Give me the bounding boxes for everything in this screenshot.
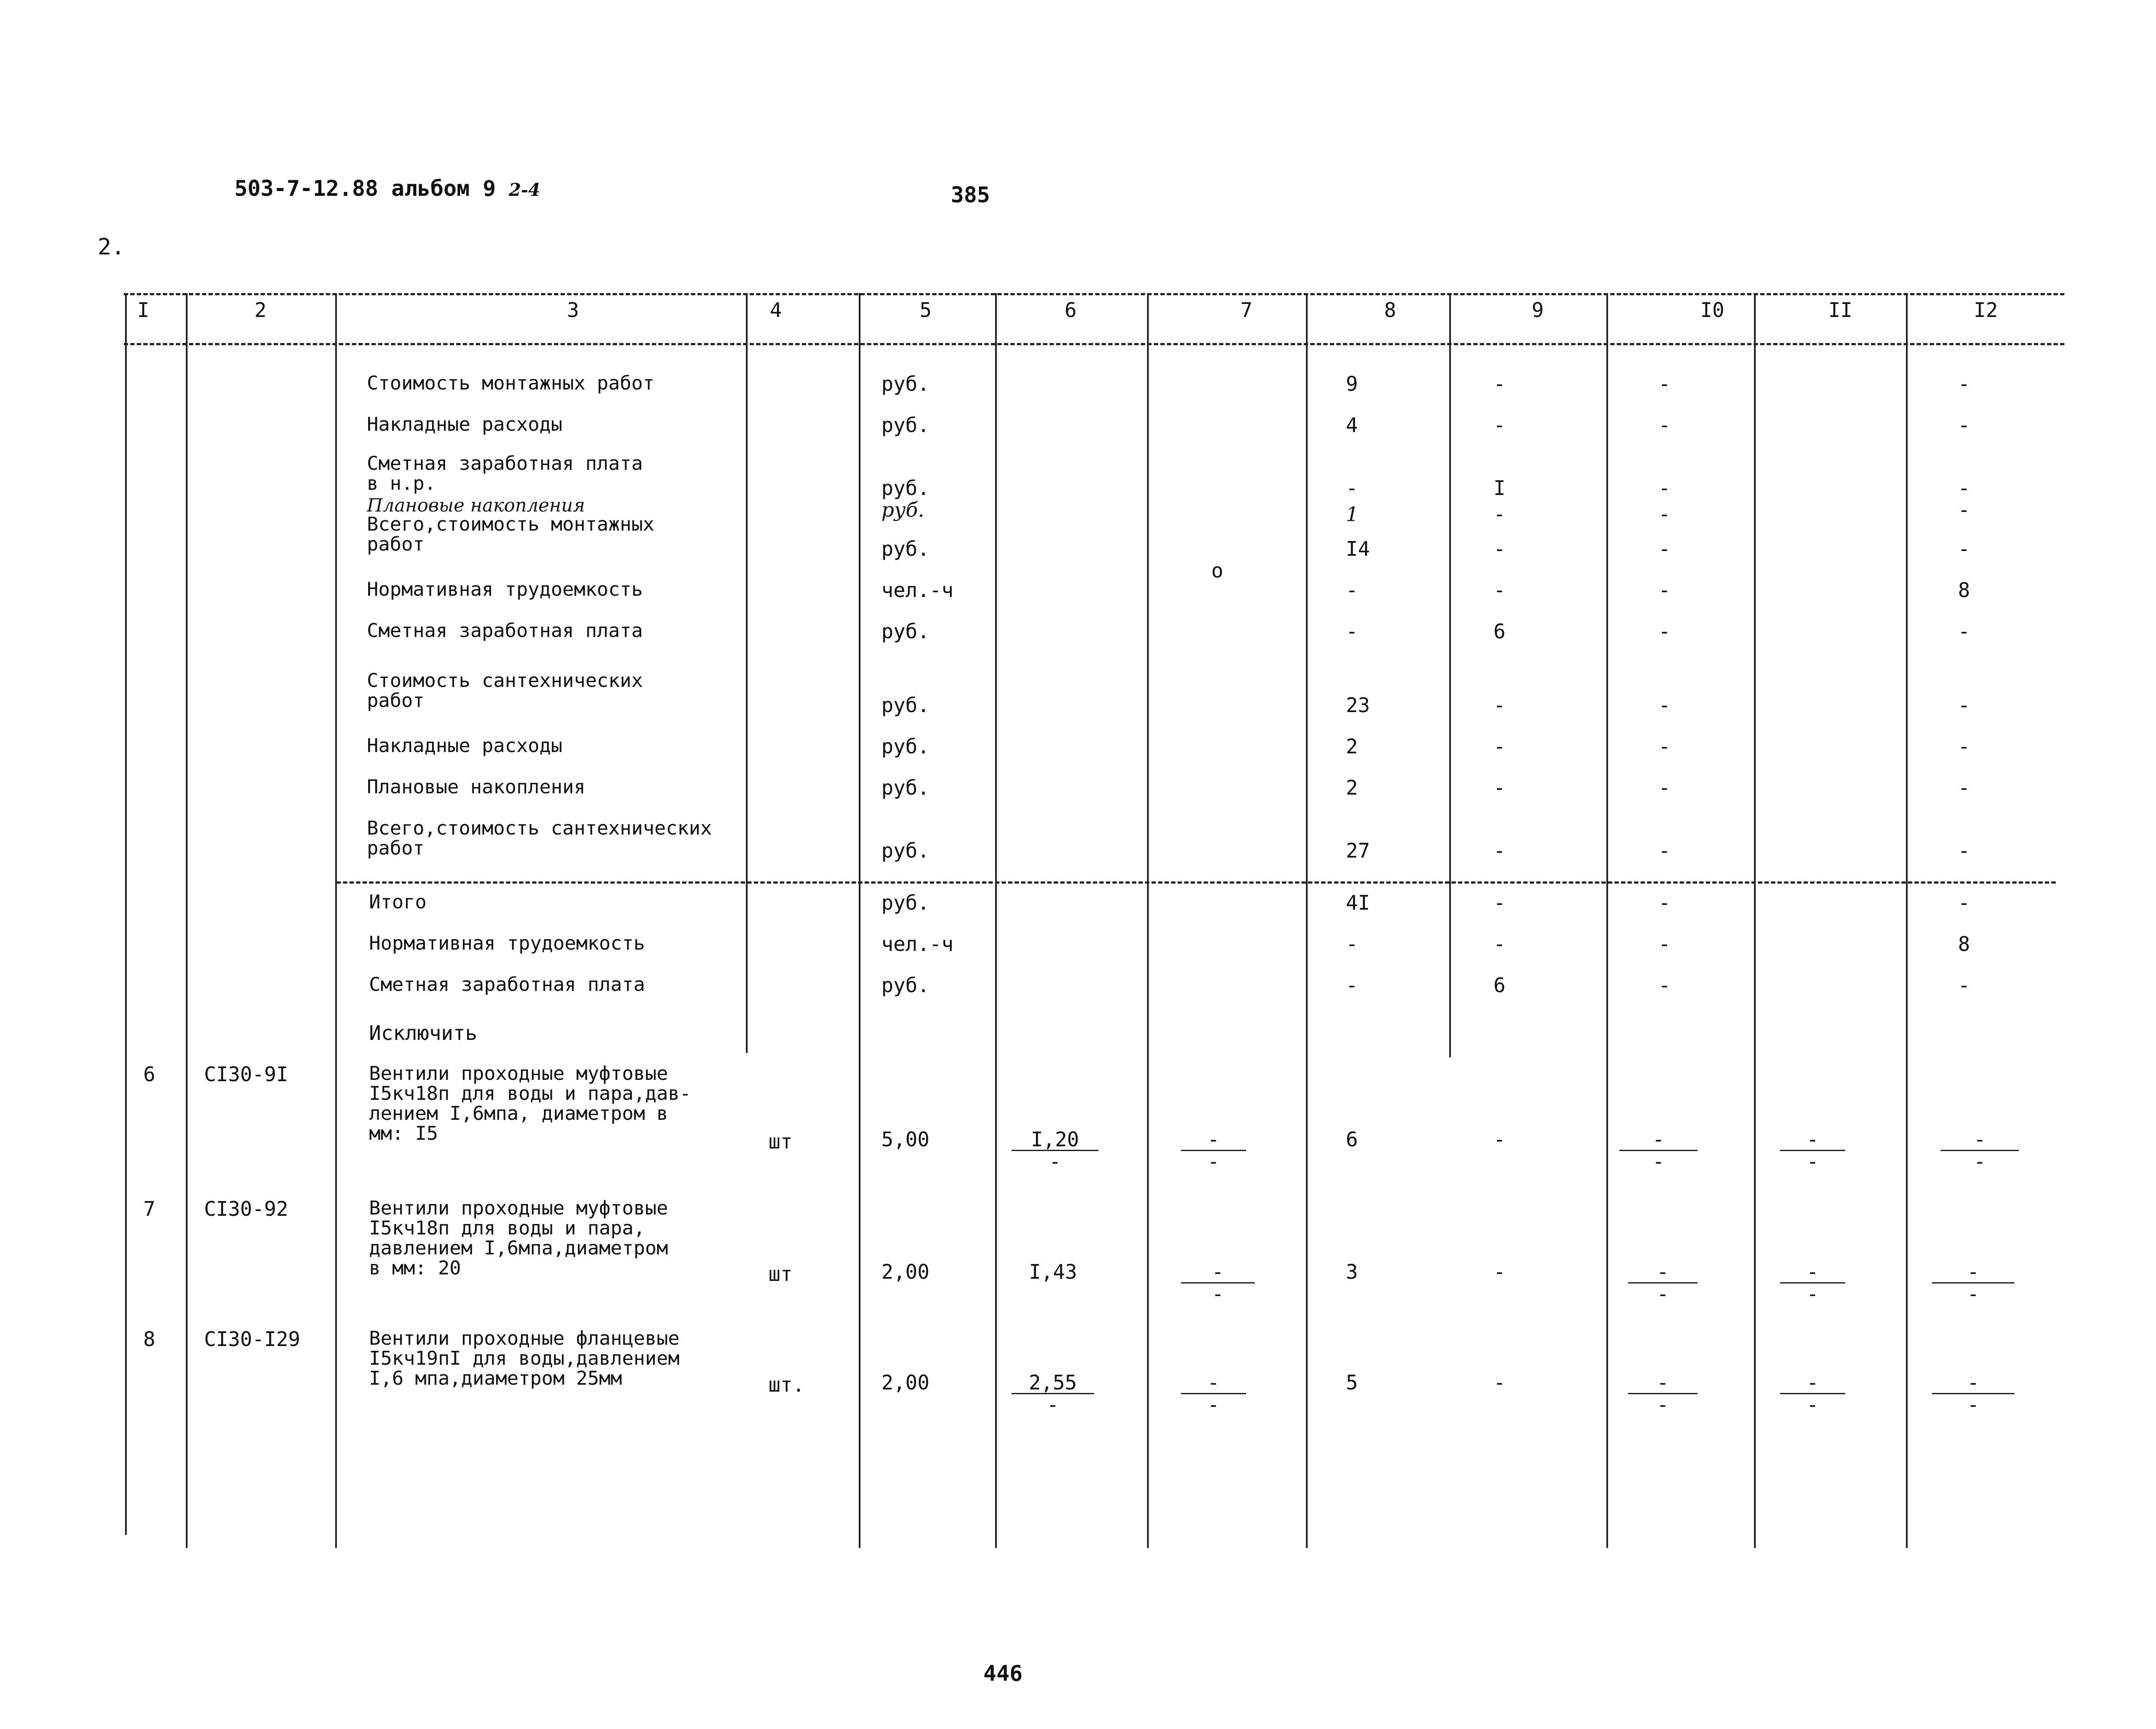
summary-row-c10: - — [1658, 620, 1671, 643]
item-quantity: 5,00 — [881, 1128, 930, 1151]
item-c6-fraction — [1012, 1129, 1098, 1172]
item-c10-bottom: - — [1657, 1282, 1669, 1306]
summary-row-c12: - — [1958, 735, 1970, 758]
col-header-6: 6 — [1065, 298, 1077, 322]
item-c7-top: - — [1181, 1261, 1255, 1284]
item-c6-top: 2,55 — [1012, 1372, 1094, 1394]
summary-row-c8: 27 — [1346, 839, 1370, 862]
summary-row-c9: - — [1493, 735, 1506, 758]
exclude-label: Исключить — [369, 1021, 478, 1045]
item-c8: 3 — [1346, 1260, 1358, 1284]
total-row-unit: чел.-ч — [881, 932, 954, 956]
summary-row-c10: - — [1658, 776, 1671, 799]
summary-row-c10: - — [1658, 735, 1671, 758]
col-line-6 — [1147, 293, 1149, 1548]
item-quantity: 2,00 — [881, 1260, 930, 1284]
col-line-1 — [186, 293, 188, 1548]
header-bottom-line — [124, 343, 2064, 345]
summary-row-c10: - — [1658, 578, 1671, 602]
summary-row-c10: - — [1658, 839, 1671, 862]
item-c6-top: I,20 — [1012, 1129, 1098, 1151]
item-description: Вентили проходные муфтовые I5кч18п для воды и пара,дав- лением I,6мпа, диаметром в мм: I5 — [369, 1062, 691, 1145]
summary-row-c12: - — [1958, 537, 1970, 561]
item-c7-bottom: - — [1207, 1150, 1220, 1173]
summary-row-unit: руб. — [881, 620, 930, 643]
summary-row-unit: руб. — [881, 476, 930, 500]
summary-row-name: Стоимость монтажных работ — [367, 372, 655, 394]
summary-row-c8: 23 — [1346, 693, 1370, 717]
summary-row-c12: - — [1958, 476, 1970, 500]
summary-row-c12: - — [1958, 693, 1970, 717]
item-c8: 6 — [1346, 1128, 1358, 1151]
summary-row-c12: - — [1958, 498, 1970, 521]
item-c8: 5 — [1346, 1371, 1358, 1394]
summary-row-c8: 4 — [1346, 413, 1358, 437]
summary-row-name: Всего,стоимость сантехнических работ — [367, 817, 712, 859]
item-c11-top: - — [1780, 1129, 1845, 1151]
col-line-11 — [1906, 293, 1908, 1548]
summary-row-c9: - — [1493, 372, 1506, 396]
item-c11-fraction — [1780, 1372, 1845, 1415]
total-row-unit: руб. — [881, 891, 930, 914]
summary-row-name: Всего,стоимость монтажных работ — [367, 513, 655, 555]
section-marker: 2. — [98, 234, 125, 260]
item-c7-fraction — [1181, 1372, 1246, 1415]
item-c12-fraction — [1932, 1372, 2014, 1415]
summary-row-unit: руб. — [881, 693, 930, 717]
item-unit: шт. — [768, 1373, 805, 1396]
total-row-name: Нормативная трудоемкость — [369, 932, 645, 954]
item-description: Вентили проходные фланцевые I5кч19пI для воды,давлением I,6 мпа,диаметром 25мм — [369, 1327, 680, 1389]
total-row-name: Итого — [369, 891, 427, 913]
summary-row-unit: руб. — [881, 498, 924, 521]
summary-row-c9: - — [1493, 776, 1506, 799]
summary-row-name: Сметная заработная плата — [367, 620, 643, 642]
total-row-c10: - — [1658, 891, 1671, 914]
summary-row-c9: I — [1493, 476, 1506, 500]
col-line-10 — [1754, 293, 1756, 1548]
summary-row-c9: 6 — [1493, 620, 1506, 643]
summary-row-name: Сметная заработная плата в н.р. — [367, 452, 643, 495]
item-c12-bottom: - — [1967, 1393, 1979, 1416]
summary-row-c10: - — [1658, 372, 1671, 396]
total-row-c12: - — [1958, 973, 1970, 997]
col-header-9: 9 — [1532, 298, 1544, 322]
item-code: CI30-92 — [204, 1197, 288, 1221]
item-c10-top: - — [1619, 1129, 1698, 1151]
item-c6-bottom: - — [1049, 1150, 1061, 1173]
item-c9: - — [1493, 1128, 1506, 1151]
summary-row-c10: - — [1658, 693, 1671, 717]
item-c10-top: - — [1628, 1372, 1698, 1394]
item-unit: шт — [768, 1130, 793, 1153]
item-number: 8 — [143, 1327, 155, 1351]
total-row-c12: - — [1958, 891, 1970, 914]
total-row-c9: 6 — [1493, 973, 1506, 997]
summary-row-c8: 9 — [1346, 372, 1358, 396]
summary-row-unit: чел.-ч — [881, 578, 954, 602]
summary-row-c12: - — [1958, 776, 1970, 799]
summary-row-name: Накладные расходы — [367, 735, 563, 757]
summary-row-c9: - — [1493, 502, 1506, 526]
summary-row-c9: - — [1493, 578, 1506, 602]
summary-row-c8: 2 — [1346, 776, 1358, 799]
summary-row-unit: руб. — [881, 735, 930, 758]
summary-row-name-handwritten: Плановые накопления — [367, 495, 585, 516]
item-c6: I,43 — [1029, 1260, 1077, 1284]
col-header-8: 8 — [1384, 298, 1396, 322]
col-header-11: II — [1828, 298, 1853, 322]
total-row-c9: - — [1493, 932, 1506, 956]
col-line-9 — [1606, 293, 1608, 1548]
item-code: CI30-I29 — [204, 1327, 300, 1351]
total-row-name: Сметная заработная плата — [369, 973, 645, 996]
total-row-c8: - — [1346, 973, 1358, 997]
col-header-12: I2 — [1974, 298, 1998, 322]
total-row-c10: - — [1658, 973, 1671, 997]
summary-row-c8: - — [1346, 476, 1358, 500]
item-c9: - — [1493, 1260, 1506, 1284]
col-line-5 — [995, 293, 997, 1548]
summary-row-c9: - — [1493, 413, 1506, 437]
item-code: CI30-9I — [204, 1062, 288, 1086]
col-line-4 — [859, 293, 860, 1548]
item-c12-top: - — [1932, 1261, 2014, 1284]
item-c9: - — [1493, 1371, 1506, 1394]
summary-row-c12: - — [1958, 839, 1970, 862]
page-number-bottom: 446 — [983, 1661, 1023, 1686]
col-line-8 — [1449, 293, 1451, 1057]
col-header-4: 4 — [770, 298, 782, 322]
col-header-5: 5 — [920, 298, 932, 322]
col-header-10: I0 — [1700, 298, 1724, 322]
summary-row-c9: - — [1493, 839, 1506, 862]
item-c7-bottom: - — [1212, 1282, 1224, 1306]
summary-row-c10: - — [1658, 537, 1671, 561]
summary-row-name: Стоимость сантехнических работ — [367, 670, 643, 712]
total-row-c9: - — [1493, 891, 1506, 914]
item-unit: шт — [768, 1262, 793, 1286]
item-c10-fraction — [1628, 1372, 1698, 1415]
summary-row-name: Накладные расходы — [367, 413, 563, 436]
col-line-3 — [746, 293, 748, 1053]
total-row-c8: 4I — [1346, 891, 1370, 914]
item-c12-top: - — [1941, 1129, 2019, 1151]
col-header-2: 2 — [254, 298, 267, 322]
header-top-line — [124, 293, 2064, 295]
item-c7-bottom: - — [1207, 1393, 1220, 1416]
summary-row-c12: - — [1958, 620, 1970, 643]
summary-row-c10: - — [1658, 476, 1671, 500]
item-c12-fraction — [1932, 1261, 2014, 1304]
item-c6-fraction — [1012, 1372, 1094, 1415]
summary-row-c8: - — [1346, 578, 1358, 602]
summary-row-c8: 1 — [1346, 502, 1359, 526]
item-c10-top: - — [1628, 1261, 1698, 1284]
summary-row-c10: - — [1658, 413, 1671, 437]
summary-row-c9: - — [1493, 537, 1506, 561]
item-c12-bottom: - — [1967, 1282, 1979, 1306]
item-c7-fraction — [1181, 1261, 1255, 1304]
item-description: Вентили проходные муфтовые I5кч18п для воды и пара, давлением I,6мпа,диаметром в мм: 20 — [369, 1197, 668, 1279]
item-number: 6 — [143, 1062, 155, 1086]
item-c11-top: - — [1780, 1372, 1845, 1394]
summary-row-c12: 8 — [1958, 578, 1970, 602]
summary-row-c12: - — [1958, 413, 1970, 437]
subtotal-separator-line — [336, 881, 2056, 884]
total-row-c8: - — [1346, 932, 1358, 956]
page-number-top: 385 — [951, 182, 990, 208]
item-c10-fraction — [1619, 1129, 1698, 1172]
item-c7-fraction — [1181, 1129, 1246, 1172]
item-c11-fraction — [1780, 1261, 1845, 1304]
item-c11-top: - — [1780, 1261, 1845, 1284]
summary-row-name: Плановые накопления — [367, 776, 586, 798]
summary-row-c8: I4 — [1346, 537, 1370, 561]
summary-row-c8: 2 — [1346, 735, 1358, 758]
col-header-3: 3 — [567, 298, 579, 322]
total-row-c10: - — [1658, 932, 1671, 956]
item-quantity: 2,00 — [881, 1371, 930, 1394]
item-c11-bottom: - — [1807, 1150, 1819, 1173]
summary-row-name: Нормативная трудоемкость — [367, 578, 643, 601]
item-c6-bottom: - — [1047, 1393, 1059, 1416]
item-c12-bottom: - — [1974, 1150, 1986, 1173]
col-header-7: 7 — [1240, 298, 1253, 322]
summary-row-unit: руб. — [881, 839, 930, 862]
summary-row-unit: руб. — [881, 413, 930, 437]
item-c12-top: - — [1932, 1372, 2014, 1394]
summary-row-c10: - — [1658, 502, 1671, 526]
document-code-text: 503-7-12.88 альбом 9 — [234, 176, 496, 201]
total-row-c12: 8 — [1958, 932, 1970, 956]
col-header-1: I — [137, 298, 149, 322]
item-c11-bottom: - — [1807, 1393, 1819, 1416]
item-c7-top: - — [1181, 1129, 1246, 1151]
summary-row-unit: руб. — [881, 372, 930, 396]
total-row-unit: руб. — [881, 973, 930, 997]
col-line-7 — [1306, 293, 1308, 1548]
item-c11-fraction — [1780, 1129, 1845, 1172]
summary-row-unit: руб. — [881, 776, 930, 799]
item-number: 7 — [143, 1197, 155, 1221]
item-c10-bottom: - — [1652, 1150, 1665, 1173]
col-line-2 — [335, 293, 337, 1548]
summary-row-c8: - — [1346, 620, 1358, 643]
summary-row-c9: - — [1493, 693, 1506, 717]
summary-row-c12: - — [1958, 372, 1970, 396]
item-c11-bottom: - — [1807, 1282, 1819, 1306]
item-c7-top: - — [1181, 1372, 1246, 1394]
document-code-handwritten: 2-4 — [509, 180, 541, 200]
col7-circle-mark: o — [1211, 559, 1223, 582]
item-c10-fraction — [1628, 1261, 1698, 1304]
summary-row-unit: руб. — [881, 537, 930, 561]
item-c10-bottom: - — [1657, 1393, 1669, 1416]
item-c12-fraction — [1941, 1129, 2019, 1172]
col-line-0 — [125, 293, 127, 1535]
